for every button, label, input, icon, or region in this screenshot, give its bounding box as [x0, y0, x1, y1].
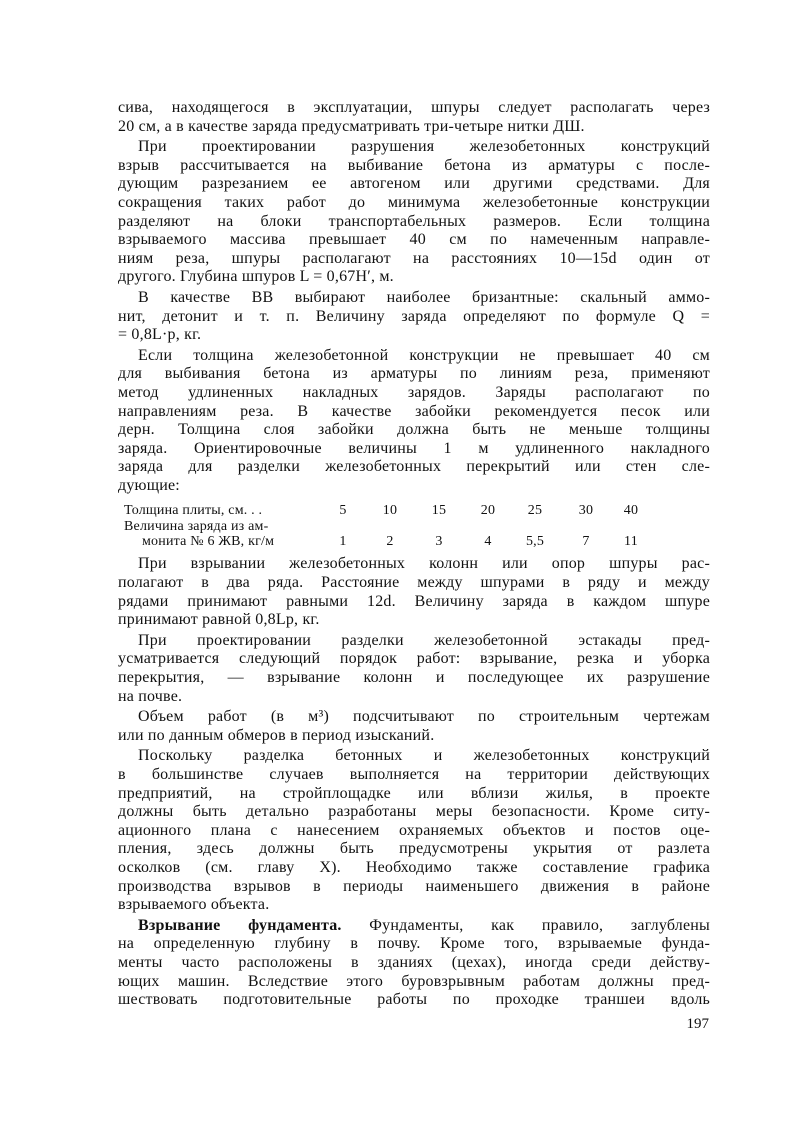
- text-line: взрыв рассчитывается на выбивание бетона из арматуры с после-: [118, 156, 710, 174]
- text-line: дующие:: [118, 476, 180, 494]
- text-line: В качестве ВВ выбирают наиболее бризантные: скальный аммо-: [138, 288, 710, 306]
- charge-table: [118, 503, 710, 551]
- paragraph: [118, 289, 710, 345]
- table-cell: 10: [382, 503, 398, 519]
- text-line: ационного плана с нанесением охраняемых объектов и постов оце-: [118, 821, 710, 839]
- table-cell: 15: [431, 503, 447, 519]
- text-line: нит, детонит и т. п. Величину заряда определяют по формуле Q =: [118, 307, 710, 325]
- table-row-charge-label: [118, 519, 710, 535]
- table-cell: 5: [339, 503, 347, 519]
- text-line: сокращения таких работ до минимума железобетонные конструкции: [118, 193, 710, 211]
- text-line: менты часто расположены в зданиях (цехах), иногда среди действу-: [118, 953, 710, 971]
- text-line: принимают равной 0,8Lp, кг.: [118, 611, 320, 629]
- table-row-label: Толщина плиты, см. . .: [124, 503, 263, 519]
- table-cell: 1: [339, 534, 347, 550]
- table-row-label: Величина заряда из ам-: [124, 518, 269, 534]
- table-cell: 5,5: [525, 534, 545, 550]
- body-text: [118, 99, 710, 1012]
- text-line: Если толщина железобетонной конструкции не превышает 40 см: [138, 346, 710, 364]
- text-line: усматривается следующий порядок работ: взрывание, резка и уборка: [118, 650, 710, 668]
- paragraph: [118, 708, 710, 745]
- text-line: направлениям реза. В качестве забойки рекомендуется песок или: [118, 402, 710, 420]
- paragraphs-before-table: [118, 99, 710, 495]
- text-run: Фундаменты, как правило, заглублены: [341, 916, 710, 934]
- table-cell: 3: [435, 534, 443, 550]
- table-cell: 2: [386, 534, 394, 550]
- text-line: заряда. Ориентировочные величины 1 м удлиненного накладного: [118, 439, 710, 457]
- table-cell: 7: [582, 534, 590, 550]
- table-row-charge: [118, 534, 710, 550]
- paragraph: [118, 632, 710, 706]
- paragraph-foundation-blasting: [118, 917, 710, 1010]
- text-line: метод удлиненных накладных зарядов. Заряды располагают по: [118, 383, 710, 401]
- paragraphs-after-table: [118, 555, 710, 914]
- table-cell: 11: [624, 534, 638, 550]
- text-line: должны быть детально разработаны меры безопасности. Кроме ситу-: [118, 803, 710, 821]
- paragraph: [118, 138, 710, 287]
- text-line: на определенную глубину в почву. Кроме того, взрываемые фунда-: [118, 935, 710, 953]
- text-line: заряда для разделки железобетонных перекрытий или стен сле-: [118, 458, 710, 476]
- section-run-in-heading: Взрывание фундамента.: [138, 916, 342, 934]
- table-row-thickness: [118, 503, 710, 519]
- table-row-label: монита № 6 ЖВ, кг/м: [142, 534, 275, 550]
- text-line: дерн. Толщина слоя забойки должна быть не меньше толщины: [118, 421, 710, 439]
- table-cell: 4: [484, 534, 492, 550]
- text-line: дующим разрезанием ее автогеном или другими средствами. Для: [118, 175, 710, 193]
- text-line: осколков (см. главу X). Необходимо также составление графика: [118, 858, 710, 876]
- text-line: Объем работ (в м³) подсчитывают по строительным чертежам: [138, 708, 710, 726]
- paragraph: [118, 555, 710, 629]
- paragraph: [118, 99, 710, 136]
- text-line: [118, 917, 710, 936]
- text-line: шествовать подготовительные работы по проходке траншеи вдоль: [118, 991, 710, 1009]
- text-line: ниям реза, шпуры располагают на расстояниях 10—15d один от: [118, 249, 710, 267]
- text-line: = 0,8L·p, кг.: [118, 326, 202, 344]
- table-cell: 20: [480, 503, 496, 519]
- page-number: 197: [686, 1016, 709, 1032]
- text-line: или по данным обмеров в период изысканий.: [118, 726, 435, 744]
- text-line: ющих машин. Вследствие этого буровзрывным работам должны пред-: [118, 972, 710, 990]
- text-line: разделяют на блоки транспортабельных размеров. Если толщина: [118, 212, 710, 230]
- text-line: рядами принимают равными 12d. Величину заряда в каждом шпуре: [118, 592, 710, 610]
- text-line: сива, находящегося в эксплуатации, шпуры следует располагать через: [118, 99, 710, 116]
- text-line: При взрывании железобетонных колонн или опор шпуры рас-: [138, 555, 710, 573]
- text-line: другого. Глубина шпуров L = 0,67H′, м.: [118, 268, 394, 286]
- text-line: Поскольку разделка бетонных и железобетонных конструкций: [138, 747, 710, 765]
- text-line: для выбивания бетона из арматуры по линиям реза, применяют: [118, 365, 710, 383]
- table-cell: 40: [623, 503, 639, 519]
- paragraph: [118, 347, 710, 496]
- text-line: взрываемого массива превышает 40 см по намеченным направле-: [118, 231, 710, 249]
- text-line: полагают в два ряда. Расстояние между шпурами в ряду и между: [118, 574, 710, 592]
- text-line: При проектировании разрушения железобетонных конструкций: [138, 138, 710, 156]
- text-line: перекрытия, — взрывание колонн и последующее их разрушение: [118, 669, 710, 687]
- text-line: При проектировании разделки железобетонной эстакады пред-: [138, 631, 710, 649]
- text-line: 20 см, а в качестве заряда предусматривать три-четыре нитки ДШ.: [118, 117, 585, 135]
- text-line: предприятий, на стройплощадке или вблизи жилья, в проекте: [118, 784, 710, 802]
- text-line: в большинстве случаев выполняется на территории действующих: [118, 766, 710, 783]
- text-line: производства взрывов в периоды наименьшего движения в районе: [118, 877, 710, 895]
- table-cell: 30: [578, 503, 594, 519]
- text-line: пления, здесь должны быть предусмотрены укрытия от разлета: [118, 840, 710, 858]
- table-cell: 25: [527, 503, 543, 519]
- paragraph: [118, 747, 710, 914]
- text-line: взрываемого объекта.: [118, 896, 270, 914]
- text-line: на почве.: [118, 687, 183, 705]
